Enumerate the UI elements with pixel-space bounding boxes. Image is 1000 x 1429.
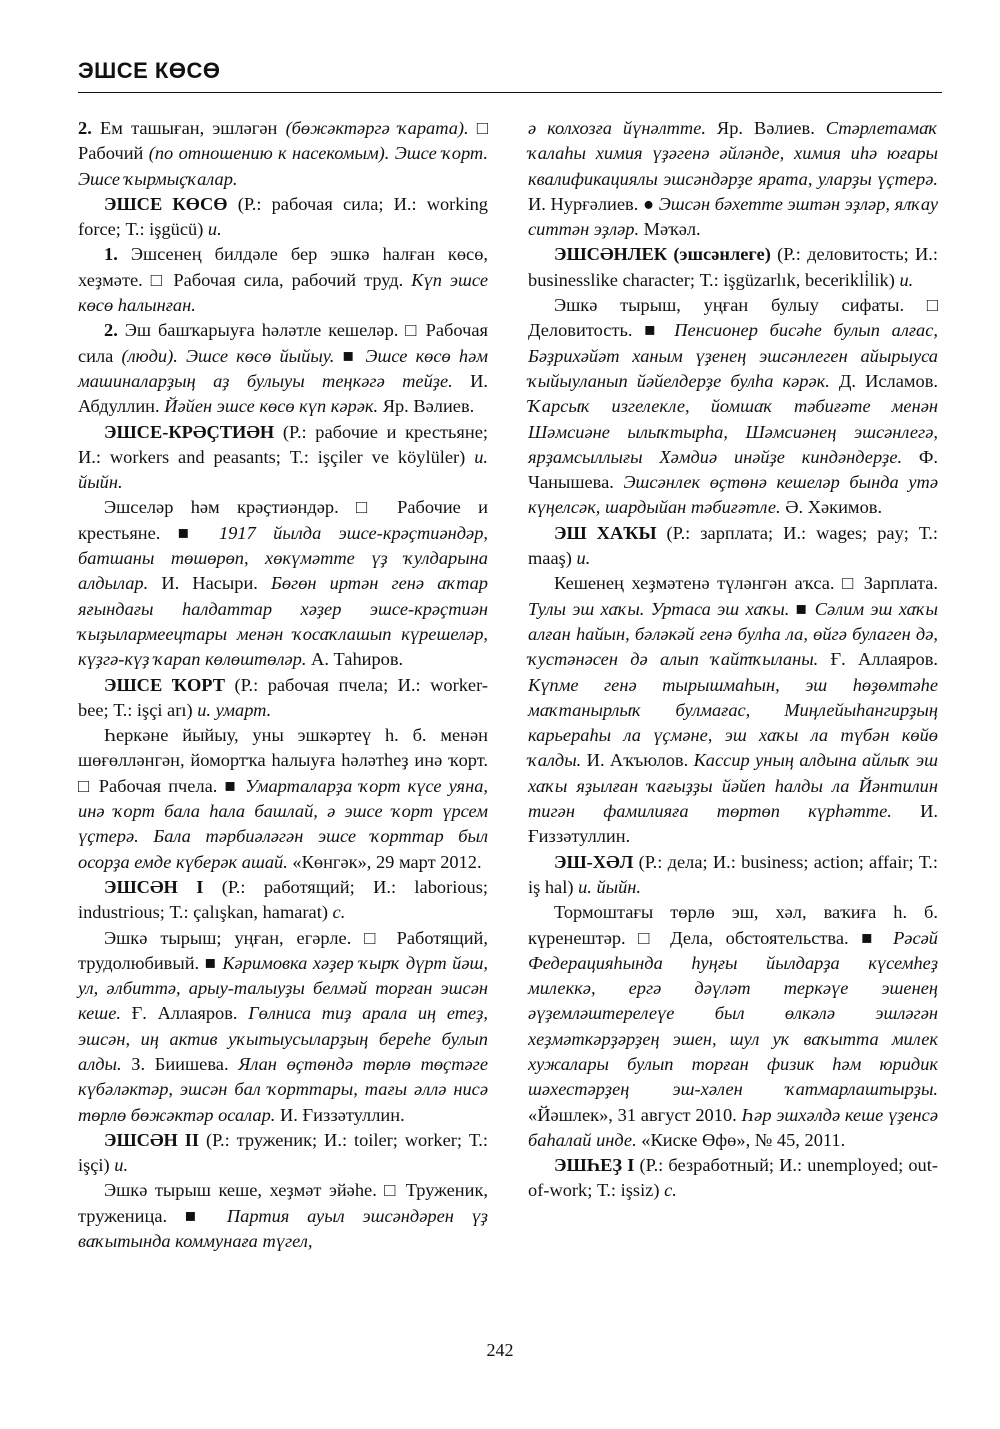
definition-text: Эшселәр һәм крәҫтиәндәр. □ Рабочие и крестьяне. ■	[78, 497, 488, 543]
quote-text: Партия ауыл эшсәндәрен үҙ ваҡытында коммунаға түгел,	[78, 1205, 488, 1252]
quote-author: И. Ғиззәтуллин.	[275, 1104, 405, 1125]
entry-translations: (Р.: рабочие и крестьяне; И.: workers and peasants; Т.: işçiler ve köylüler)	[78, 421, 488, 467]
entry-heading	[528, 1153, 938, 1204]
part-of-speech: и.	[114, 1155, 129, 1176]
definition-text: Эшсенең билдәле бер эшкә һалған көсө, хеҙмәте. □ Рабочая сила, рабочий труд.	[78, 244, 488, 290]
example-text: (бөжәктәргә ҡарата).	[285, 118, 469, 138]
headword: ЭШСӘН I	[104, 876, 204, 897]
quote-text: Умарталарҙа ҡорт күсе уяна, инә ҡорт бала һала башлай, ә эшсе ҡорт үрсем үҫтерә. Бала тәрбиәләгән эшсе ҡорттар был осорҙа емде күберәк ашай.	[78, 775, 489, 872]
quote-author: И. Абдуллин.	[78, 370, 488, 417]
entry-heading	[528, 521, 938, 572]
entry-translations: (Р.: рабочая сила; И.: working force; Т.: işgücü)	[78, 193, 488, 240]
entry-translations: (Р.: дела; И.: business; action; affair; Т.: iş hal)	[528, 851, 938, 897]
entry-heading	[78, 1128, 488, 1179]
entry-heading	[528, 242, 938, 293]
quote-text: Күпме генә тырышмаһын, эш һөҙөмтәһе маҡтанырлыҡ булмағас, Миңлейыһангирҙың карьераһы ла үҫмәне, эш хаҡы ла түбән көйө ҡалды.	[528, 674, 938, 771]
headword: ЭШ-ХӘЛ	[554, 851, 634, 872]
entry-heading	[78, 420, 488, 496]
page-number: 242	[486, 1340, 514, 1360]
definition-text: Кешенең хеҙмәтенә түләнгән аҡса. □ Зарплата.	[554, 573, 938, 594]
quote-author: А. Таһиров.	[306, 649, 404, 670]
definition-text: Ем ташыған, эшләгән	[91, 118, 286, 138]
part-of-speech: и.	[576, 548, 591, 569]
definition-text: Эшкә тырыш; уңған, егәрле. □ Работящий, трудолюбивый. ■	[78, 927, 488, 973]
headword: ЭШҺЕҘ I	[554, 1155, 635, 1176]
entry-translations: (Р.: работящий; И.: laborious; industrious; Т.: çalışkan, hamarat)	[78, 876, 488, 923]
quote-source: «Йәшлек», 31 август 2010.	[528, 1104, 742, 1125]
quote-text: Кассир уның алдына айлыҡ эш хаҡы яҙылған ҡағыҙҙы йәйеп һалды ла Йәнтилин тигән фамилияға төртөп күрһәтте.	[528, 750, 938, 822]
headword: ЭШСЕ КӨСӨ	[104, 193, 228, 214]
example-marker: ■	[789, 598, 815, 619]
part-of-speech: с.	[332, 902, 346, 923]
example-text: Тулы эш хаҡы. Уртаса эш хаҡы.	[528, 598, 790, 619]
definition-text: Эш башҡарыуға һәләтле кешеләр. □ Рабочая сила	[78, 320, 488, 366]
part-of-speech: с.	[664, 1180, 677, 1201]
quote-author: Д. Исламов.	[829, 370, 938, 391]
definition-text: Эшкә тырыш, уңған булыу сифаты. □ Деловитость. ■	[528, 295, 938, 341]
quote-text: Пенсионер бисәһе булып алғас, Бәҙрихәйәт ханым үҙенең эшсәнлеген айырыуса ҡыйыуланып йәйелдерҙе булһа кәрәк.	[528, 320, 939, 391]
example-text: (люди). Эшсе көсө йыйыу.	[121, 345, 335, 366]
part-of-speech: и. йыйн.	[578, 876, 642, 897]
entry-translations: (Р.: зарплата; И.: wages; pay; Т.: maaş)	[528, 522, 938, 569]
entry-heading	[78, 192, 488, 243]
headword: ЭШСӘНЛЕК (эшсәнлеге)	[554, 244, 771, 265]
entry-translations: (Р.: рабочая пчела; И.: worker-bee; Т.: işçi arı)	[78, 674, 488, 720]
part-of-speech: и.	[207, 219, 222, 240]
entry-translations: (Р.: деловитость; И.: businesslike character; Т.: işgüzarlık, becerikli̇lik)	[528, 244, 938, 290]
quote-text: Стәрлетамаҡ ҡалаһы химия үҙәгенә әйләнде, химия иһә юғары квалификациялы эшсәндәрҙе ярата, уларҙы үҫтерә.	[528, 118, 938, 189]
sense-number: 2.	[78, 118, 92, 138]
quote-author: И. Нурғәлиев. ●	[528, 193, 659, 214]
definition-text: Һеркәне йыйыу, уны эшкәртеү һ. б. менән шөғөлләнгән, йомортҡа һалыуға һәләтһеҙ инә ҡорт. □ Рабочая пчела. ■	[78, 725, 488, 796]
entry-heading	[528, 850, 938, 901]
example-marker: ■	[334, 345, 366, 366]
quote-author: И. Ғиззәтуллин.	[528, 801, 938, 847]
proverb-text: Эшсән бәхетте эштән эҙләр, ялҡау ситтән эҙләр.	[528, 193, 938, 240]
quote-author: И. Аҡъюлов.	[581, 750, 694, 771]
definition-paragraph	[528, 293, 938, 521]
quote-author: Ғ. Аллаяров.	[120, 1003, 249, 1024]
quote-author: И. Насыри.	[148, 573, 272, 594]
definition-paragraph	[78, 1178, 488, 1254]
quote-source: «Көнгәк», 29 март 2012.	[287, 851, 482, 872]
quote-source: Мәҡәл.	[639, 219, 701, 240]
quote-author: Яр. Вәлиев.	[378, 396, 475, 417]
quote-text: Рәсәй Федерацияһында һуңғы йылдарҙа күсемһеҙ милеккә, ергә дәүләт теркәүе эшенең әүҙемләштерелеүе был өлкәлә эшләгән хеҙмәткәрҙәрҙең эшен, шул уҡ ваҡытта милек хужалары булып торған физик һәм юридик шәхестәрҙең эш-хәлен ҡатмарлаштырҙы.	[528, 927, 938, 1100]
quote-text: Ялан өҫтөндә төрлө төҫтәге күбәләктәр, эшсән бал ҡорттары, тағы әллә нисә төрлө бөжәктәр осалар.	[78, 1053, 488, 1125]
headword: ЭШ ХАҠЫ	[554, 522, 657, 543]
translation-text: □ Рабочий	[78, 118, 488, 164]
entry-translations: (Р.: безработный; И.: unemployed; out-of-work; Т.: işsiz)	[528, 1155, 938, 1201]
headword: ЭШСӘН II	[104, 1129, 200, 1150]
quote-text: Эшсәнлек өҫтөнә кешеләр бында утә күңелсәк, шардыйан тәбиғәтле.	[528, 472, 938, 518]
quote-text: Йәйен эшсе көсө күп кәрәк.	[164, 396, 379, 417]
page-header: ЭШСЕ КӨСӨ	[78, 58, 942, 93]
headword: ЭШСЕ-КРӘҪТИӘН	[104, 421, 275, 442]
entry-heading	[78, 875, 488, 926]
quote-text: Эшсе көсө һәм машиналарҙың аҙ булыуы теңкәгә тейҙе.	[78, 345, 488, 391]
definition-paragraph	[528, 571, 938, 849]
quote-author: З. Биишева.	[121, 1053, 239, 1074]
right-column	[528, 116, 938, 1204]
definition-text: Тормоштағы төрлө эш, хәл, ваҡиға һ. б. күренештәр. □ Дела, обстоятельства. ■	[528, 902, 938, 948]
part-of-speech: и. йыйн.	[78, 446, 488, 493]
quote-author: Ғ. Аллаяров.	[818, 649, 938, 670]
definition-paragraph	[78, 926, 488, 1128]
part-of-speech: и.	[899, 269, 914, 290]
quote-text: Һәр эшхәлдә кеше үҙенсә баһалай инде.	[528, 1104, 938, 1150]
sense-paragraph	[78, 318, 488, 419]
sense-paragraph	[78, 242, 488, 318]
sense-number: 1.	[104, 244, 118, 265]
sense-paragraph	[78, 116, 488, 192]
definition-text: Эшкә тырыш кеше, хеҙмәт эйәһе. □ Труженик, труженица. ■	[78, 1180, 488, 1226]
definition-paragraph	[78, 495, 488, 672]
quote-text: 1917 йылда эшсе-крәҫтиәндәр, батшаны төшөрөп, хөкүмәтте үҙ ҡулдарына алдылар.	[78, 522, 488, 594]
quote-text: Бөгөн иртән генә аҡтар яғындағы һалдаттар хәҙер эшсе-крәҫтиән ҡыҙылармеецтары менән ҡосаҡлашып күрешеләр, күҙгә-күҙ ҡарап көлөштөләр.	[78, 573, 488, 670]
quote-author: Ә. Хәкимов.	[780, 497, 883, 518]
headword: ЭШСЕ ҠОРТ	[104, 674, 225, 695]
quote-text: Кәримовка хәҙер ҡырҡ дүрт йәш, ул, әлбиттә, арыу-талыуҙы белмәй торған эшсән кеше.	[78, 952, 488, 1024]
definition-paragraph	[528, 116, 938, 242]
left-column	[78, 116, 488, 1254]
definition-paragraph	[528, 900, 938, 1153]
quote-text: Ҡарсыҡ изгелекле, йомшаҡ тәбиғәте менән Шәмсиәне ылыҡтырһа, Шәмсиәнең эшсәнлегә, ярҙамсыллығы Хәмдиә инәйҙе киндәндерҙе.	[528, 396, 938, 467]
quote-text: Сәлим эш хаҡы алған һайын, бәләкәй генә булһа ла, өйгә булаген дә, ҡустәнәсен дә алып ҡайтҡыланы.	[528, 598, 938, 670]
sense-number: 2.	[104, 320, 118, 341]
quote-text: ә колхозға йүнәлтте.	[528, 118, 706, 138]
quote-text: Гөлниса тиҙ арала иң етеҙ, эшсән, иң актив уҡытыусыларҙың береһе булып алды.	[78, 1003, 488, 1074]
quote-author: Ф. Чанышева.	[528, 446, 938, 493]
definition-paragraph	[78, 723, 488, 875]
example-text: (по отношению к насекомым). Эшсе ҡорт. Эшсе ҡырмыҫҡалар.	[78, 143, 489, 189]
part-of-speech: и. умарт.	[197, 699, 272, 720]
example-text: Күп эшсе көсө һалынған.	[78, 269, 488, 316]
quote-author: Яр. Вәлиев.	[705, 118, 826, 138]
entry-translations: (Р.: труженик; И.: toiler; worker; Т.: işçi)	[78, 1129, 488, 1176]
quote-source: «Киске Өфө», № 45, 2011.	[636, 1129, 846, 1150]
entry-heading	[78, 673, 488, 724]
